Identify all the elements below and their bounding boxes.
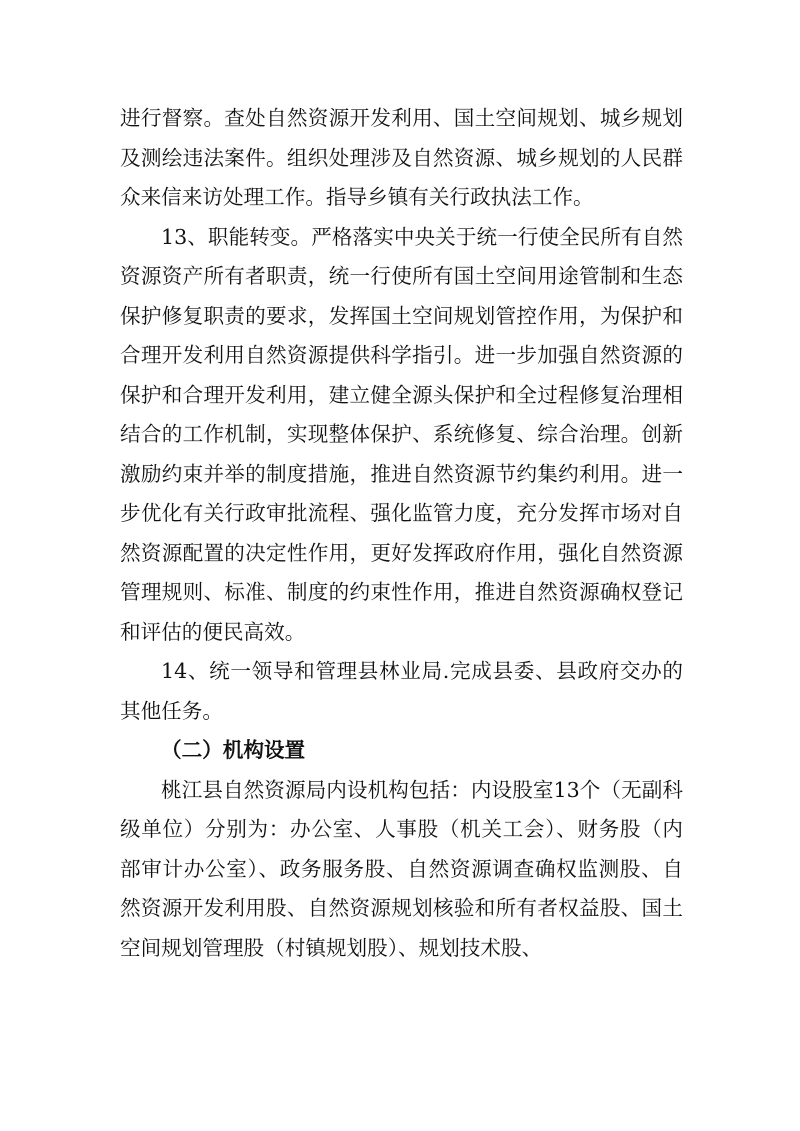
section-heading: （二）机构设置	[161, 738, 306, 762]
paragraph-supervision: 进行督察。查处自然资源开发利用、国土空间规划、城乡规划及测绘违法案件。组织处理涉及自然资源、城乡规划的人民群众来信来访处理工作。指导乡镇有关行政执法工作。	[120, 106, 683, 209]
paragraph-function-transformation: 13、职能转变。严格落实中央关于统一行使全民所有自然资源资产所有者职责，统一行使所有国土空间用途管制和生态保护修复职责的要求，发挥国土空间规划管控作用，为保护和合理开发利用自然资源提供科学指引。进一步加强自然资源的保护和合理开发利用，建立健全源头保护和全过程修复治理相结合的工作机制，实现整体保护、系统修复、综合治理。创新激励约束并举的制度措施，推进自然资源节约集约利用。进一步优化有关行政审批流程、强化监管力度，充分发挥市场对自然资源配置的决定性作用，更好发挥政府作用，强化自然资源管理规则、标准、制度的约束性作用，推进自然资源确权登记和评估的便民高效。	[120, 224, 683, 644]
document-body	[120, 99, 683, 968]
paragraph-organization: 桃江县自然资源局内设机构包括：内设股室13个（无副科级单位）分别为：办公室、人事股（机关工会）、财务股（内部审计办公室）、政务服务股、自然资源调查确权监测股、自然资源开发利用股、自然资源规划核验和所有者权益股、国土空间规划管理股（村镇规划股）、规划技术股、	[120, 777, 683, 960]
paragraph-forestry-bureau: 14、统一领导和管理县林业局.完成县委、县政府交办的其他任务。	[120, 659, 683, 723]
